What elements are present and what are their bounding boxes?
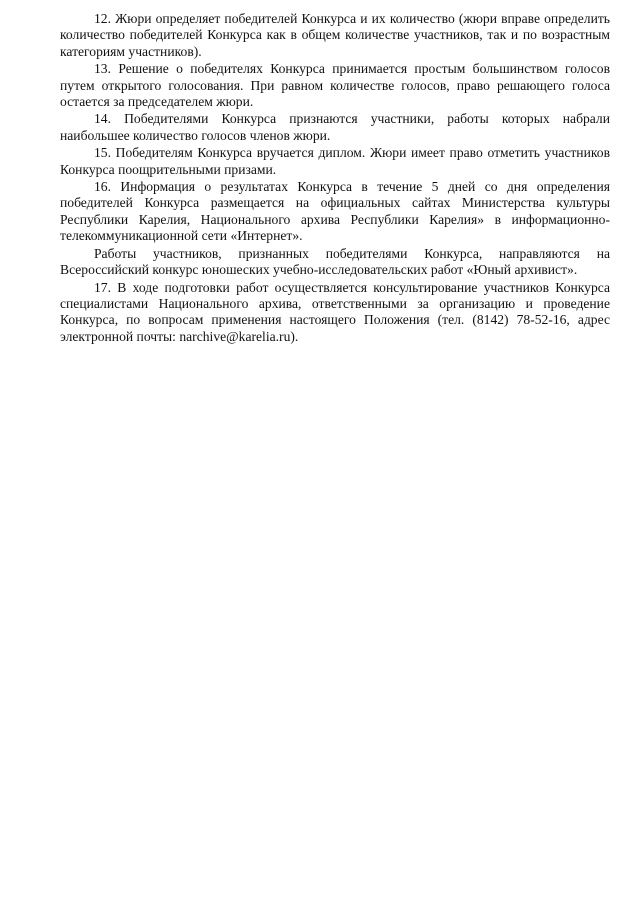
paragraph-14: 14. Победителями Конкурса признаются участники, работы которых набрали наибольшее количество голосов членов жюри. [60, 111, 610, 143]
paragraph-16: 16. Информация о результатах Конкурса в течение 5 дней со дня определения победителей Конкурса размещается на официальных сайтах Министерства культуры Республики Карелия, Национального архива Республики Карелия» в информационно-телекоммуникационной сети «Интернет». [60, 179, 610, 244]
paragraph-17: 17. В ходе подготовки работ осуществляется консультирование участников Конкурса специалистами Национального архива, ответственными за организацию и проведение Конкурса, по вопросам применения настоящего Положения (тел. (8142) 78-52-16, адрес электронной почты: narchive@karelia.ru). [60, 279, 610, 344]
paragraph-12: 12. Жюри определяет победителей Конкурса и их количество (жюри вправе определить количество победителей Конкурса как в общем количестве участников, так и по возрастным категориям участников). [60, 11, 610, 59]
document-body [60, 11, 610, 346]
paragraph-winners-works: Работы участников, признанных победителями Конкурса, направляются на Всероссийский конкурс юношеских учебно-исследовательских работ «Юный архивист». [60, 245, 610, 278]
paragraph-15: 15. Победителям Конкурса вручается диплом. Жюри имеет право отметить участников Конкурса поощрительными призами. [60, 145, 610, 177]
paragraph-13: 13. Решение о победителях Конкурса принимается простым большинством голосов путем открытого голосования. При равном количестве голосов, право решающего голоса остается за председателем жюри. [60, 61, 610, 110]
